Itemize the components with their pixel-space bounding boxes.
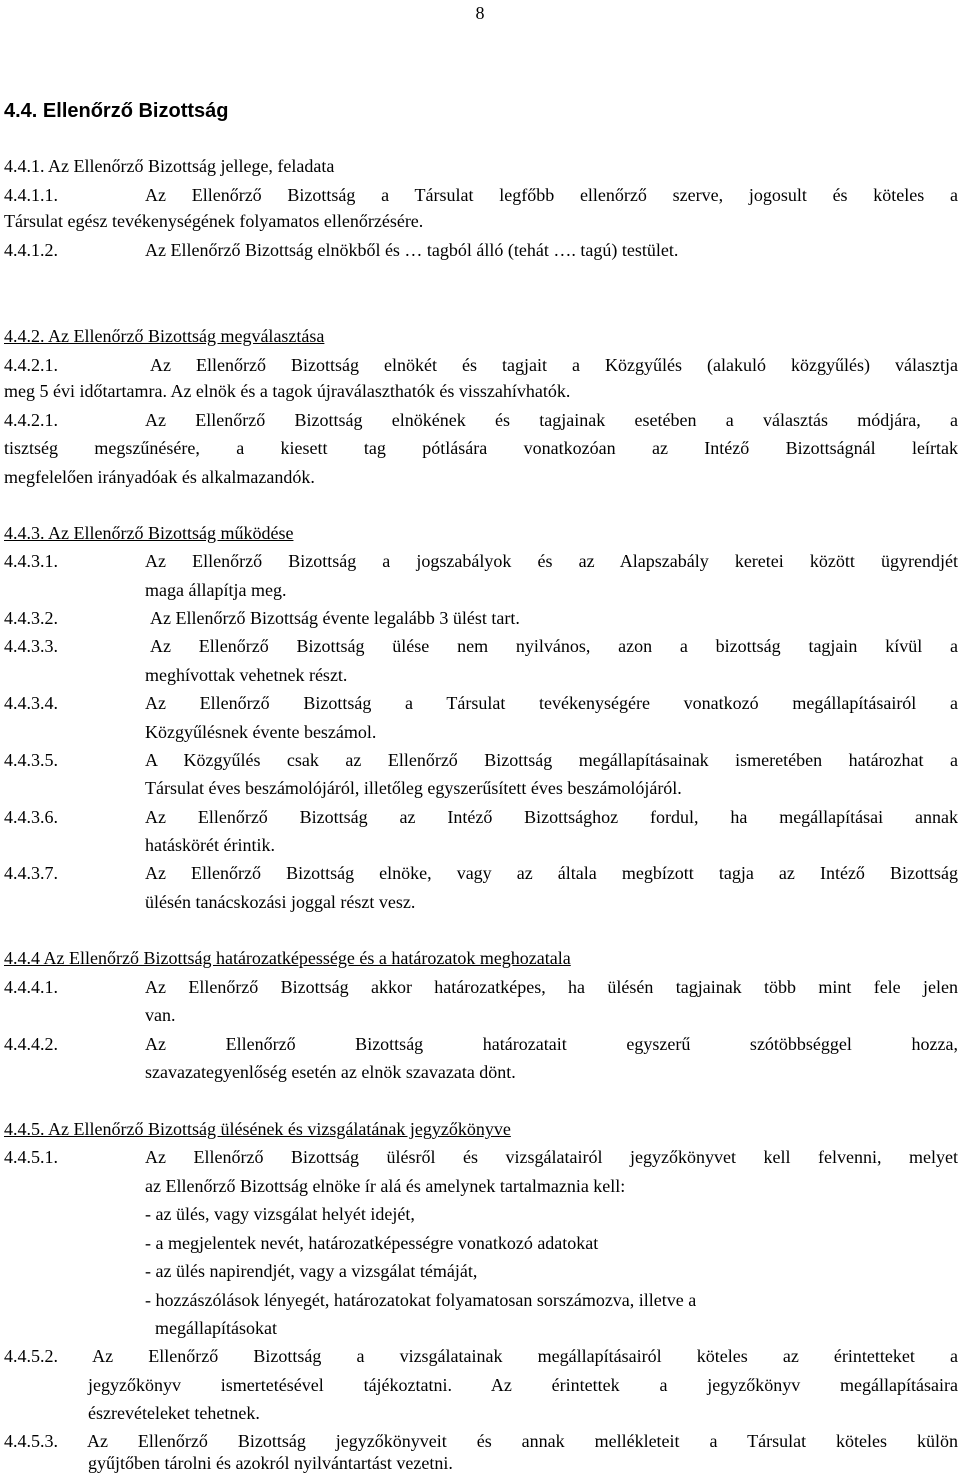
item-number: 4.4.3.5.: [4, 750, 58, 770]
list-item: - az ülés napirendjét, vagy a vizsgálat témáját,: [145, 1261, 478, 1281]
list-item: megállapításokat: [155, 1318, 277, 1338]
item-text: maga állapítja meg.: [145, 580, 287, 600]
paragraph-text: meg 5 évi időtartamra. Az elnök és a tagok újraválaszthatók és visszahívhatók.: [4, 381, 571, 401]
item-number: 4.4.3.6.: [4, 807, 58, 827]
paragraph-text: 4.4.5.3. Az Ellenőrző Bizottság jegyzőkönyveit és annak mellékleteit a Társulat köteles külön: [4, 1431, 958, 1451]
item-text: Társulat éves beszámolójáról, illetőleg egyszerűsített éves beszámolójáról.: [145, 778, 682, 798]
item-text: ülésén tanácskozási joggal részt vesz.: [145, 892, 416, 912]
paragraph-text: az Ellenőrző Bizottság elnöke ír alá és amelynek tartalmaznia kell:: [145, 1176, 626, 1196]
paragraph-text: szavazategyenlőség esetén az elnök szavazata dönt.: [145, 1062, 516, 1082]
item-text: Az Ellenőrző Bizottság a jogszabályok és az Alapszabály keretei között ügyrendjét: [145, 551, 958, 571]
list-item: - a megjelentek nevét, határozatképességre vonatkozó adatokat: [145, 1233, 599, 1253]
section-heading-4-4-2: 4.4.2. Az Ellenőrző Bizottság megválasztása: [4, 326, 325, 346]
paragraph-number: 4.4.2.1.: [4, 355, 58, 375]
list-item: - az ülés, vagy vizsgálat helyét idejét,: [145, 1204, 415, 1224]
paragraph-text: megfelelően irányadóak és alkalmazandók.: [4, 467, 315, 487]
paragraph-number: 4.4.1.2.: [4, 240, 58, 260]
paragraph-number: 4.4.2.1.: [4, 410, 58, 430]
item-text: Az Ellenőrző Bizottság az Intéző Bizottsághoz fordul, ha megállapításai annak: [145, 807, 958, 827]
section-heading-4-4-1: 4.4.1. Az Ellenőrző Bizottság jellege, feladata: [4, 156, 335, 176]
paragraph-text: Az Ellenőrző Bizottság ülésről és vizsgálatairól jegyzőkönyvet kell felvenni, melyet: [145, 1147, 958, 1167]
paragraph-number: 4.4.4.1.: [4, 977, 58, 997]
page-number: 8: [475, 3, 485, 23]
paragraph-text: Az Ellenőrző Bizottság a Társulat legfőbb ellenőrző szerve, jogosult és köteles a: [145, 185, 958, 205]
paragraph-number: 4.4.1.1.: [4, 185, 58, 205]
paragraph-text: Az Ellenőrző Bizottság akkor határozatképes, ha ülésén tagjainak több mint fele jelen: [145, 977, 958, 997]
item-text: Az Ellenőrző Bizottság elnöke, vagy az általa megbízott tagja az Intéző Bizottság: [145, 863, 958, 883]
page-title: 4.4. Ellenőrző Bizottság: [4, 100, 229, 122]
item-number: 4.4.3.3.: [4, 636, 58, 656]
item-text: Az Ellenőrző Bizottság a Társulat tevékenységére vonatkozó megállapításairól a: [145, 693, 958, 713]
list-item: - hozzászólások lényegét, határozatokat folyamatosan sorszámozva, illetve a: [145, 1290, 697, 1310]
paragraph-text: Társulat egész tevékenységének folyamatos ellenőrzésére.: [4, 211, 424, 231]
paragraph-text: Az Ellenőrző Bizottság határozatait egyszerű szótöbbséggel hozza,: [145, 1034, 958, 1054]
paragraph-number: 4.4.5.1.: [4, 1147, 58, 1167]
paragraph-text: van.: [145, 1005, 176, 1025]
item-text: A Közgyűlés csak az Ellenőrző Bizottság megállapításainak ismeretében határozhat a: [145, 750, 958, 770]
item-number: 4.4.3.7.: [4, 863, 58, 883]
item-text: Az Ellenőrző Bizottság évente legalább 3 ülést tart.: [150, 608, 520, 628]
item-text: meghívottak vehetnek részt.: [145, 665, 348, 685]
paragraph-text: Az Ellenőrző Bizottság elnökből és … tagból álló (tehát …. tagú) testület.: [145, 240, 679, 260]
paragraph-text: tisztség megszűnésére, a kiesett tag pótlására vonatkozóan az Intéző Bizottságnál leírtak: [4, 438, 958, 458]
section-heading-4-4-5: 4.4.5. Az Ellenőrző Bizottság ülésének és vizsgálatának jegyzőkönyve: [4, 1119, 511, 1139]
paragraph-text: Az Ellenőrző Bizottság elnökét és tagjait a Közgyűlés (alakuló közgyűlés) választja: [150, 355, 958, 375]
paragraph-text: Az Ellenőrző Bizottság elnökének és tagjainak esetében a választás módjára, a: [145, 410, 958, 430]
paragraph-text: észrevételeket tehetnek.: [88, 1403, 260, 1423]
section-heading-4-4-3: 4.4.3. Az Ellenőrző Bizottság működése: [4, 523, 294, 543]
paragraph-text: jegyzőkönyv ismertetésével tájékoztatni. Az érintettek a jegyzőkönyv megállapításaira: [88, 1375, 958, 1395]
item-number: 4.4.3.4.: [4, 693, 58, 713]
item-text: hatáskörét érintik.: [145, 835, 275, 855]
item-number: 4.4.3.1.: [4, 551, 58, 571]
section-heading-4-4-4: 4.4.4 Az Ellenőrző Bizottság határozatképessége és a határozatok meghozatala: [4, 948, 571, 968]
item-text: Közgyűlésnek évente beszámol.: [145, 722, 377, 742]
item-text: Az Ellenőrző Bizottság ülése nem nyilvános, azon a bizottság tagjain kívül a: [150, 636, 958, 656]
paragraph-number: 4.4.4.2.: [4, 1034, 58, 1054]
paragraph-text: 4.4.5.2. Az Ellenőrző Bizottság a vizsgálatainak megállapításairól köteles az érintetteket a: [4, 1346, 958, 1366]
item-number: 4.4.3.2.: [4, 608, 58, 628]
paragraph-text: gyűjtőben tárolni és azokról nyilvántartást vezetni.: [88, 1453, 453, 1473]
